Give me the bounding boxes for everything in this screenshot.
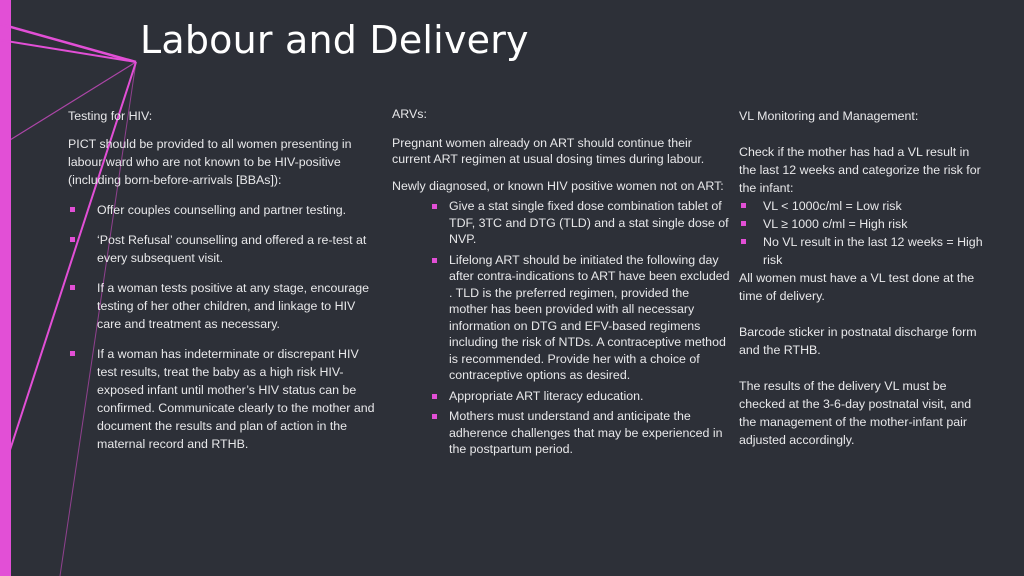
square-bullet-icon [432, 258, 437, 263]
paragraph: Newly diagnosed, or known HIV positive women not on ART: [392, 178, 724, 193]
accent-bar [0, 0, 11, 576]
list-item [68, 345, 380, 453]
list-item-text: Mothers must understand and anticipate the adherence challenges that may be experienced in the postpartum period. [449, 409, 723, 456]
list-item [739, 215, 989, 233]
paragraph: Check if the mother has had a VL result in the last 12 weeks and categorize the risk for the infant: [739, 145, 981, 195]
square-bullet-icon [70, 207, 75, 212]
list-item [430, 252, 730, 384]
paragraph: The results of the delivery VL must be checked at the 3-6-day postnatal visit, and the management of the mother-infant pair adjusted accordingly. [739, 379, 972, 447]
list-item-text: If a woman has indeterminate or discrepant HIV test results, treat the baby as a high risk HIV-exposed infant until mother’s HIV status can be confirmed. Communicate clearly to the mother and document the results and plan of action in the maternal record and RTHB. [97, 347, 375, 451]
list-item-text: Offer couples counselling and partner testing. [97, 203, 347, 217]
slide-title: Labour and Delivery [140, 18, 529, 62]
paragraph: Barcode sticker in postnatal discharge form and the RTHB. [739, 325, 977, 357]
list-item [68, 279, 380, 333]
list-item-text: VL ≥ 1000 c/ml = High risk [763, 217, 908, 231]
vl-monitoring-column [739, 107, 989, 449]
list-item-text: Lifelong ART should be initiated the following day after contra-indications to ART have been excluded . TLD is the preferred regimen, provided the mother has been provided with all necessary information on DTG and EFV-based regimens including the risk of NTDs. A contraceptive method is recommended. Provide her with a choice of contraceptive options as desired. [449, 252, 730, 382]
testing-for-hiv-column [68, 107, 380, 453]
list-item [430, 198, 730, 248]
list-item [68, 231, 380, 267]
list-item-text: Give a stat single fixed dose combination tablet of TDF, 3TC and DTG (TLD) and a stat single dose of NVP. [449, 199, 729, 246]
square-bullet-icon [70, 351, 75, 356]
paragraph: All women must have a VL test done at the time of delivery. [739, 271, 975, 303]
list-item [68, 201, 380, 219]
list-item [430, 388, 730, 405]
arvs-column [392, 106, 730, 458]
list-item [739, 233, 989, 269]
list-item-text: If a woman tests positive at any stage, encourage testing of her other children, and linkage to HIV care and treatment as necessary. [97, 281, 370, 331]
list-item [430, 408, 730, 458]
column-heading: Testing for HIV: [68, 109, 153, 123]
square-bullet-icon [432, 414, 437, 419]
square-bullet-icon [741, 239, 746, 244]
list-item [739, 197, 989, 215]
square-bullet-icon [432, 204, 437, 209]
column-heading: ARVs: [392, 107, 427, 121]
bullet-list [430, 198, 730, 458]
list-item-text: Appropriate ART literacy education. [449, 388, 644, 403]
column-heading: VL Monitoring and Management: [739, 109, 919, 123]
square-bullet-icon [741, 221, 746, 226]
square-bullet-icon [432, 394, 437, 399]
intro-paragraph: PICT should be provided to all women presenting in labour ward who are not known to be HIV-positive (including born-before-arrivals [BBAs]): [68, 137, 352, 187]
list-item-text: VL < 1000c/ml = Low risk [763, 199, 902, 213]
list-item-text: ‘Post Refusal’ counselling and offered a re-test at every subsequent visit. [97, 233, 367, 265]
list-item-text: No VL result in the last 12 weeks = High risk [763, 235, 983, 267]
square-bullet-icon [741, 203, 746, 208]
paragraph: Pregnant women already on ART should continue their current ART regimen at usual dosing times during labour. [392, 135, 705, 166]
square-bullet-icon [70, 237, 75, 242]
bullet-list [68, 201, 380, 453]
bullet-list [739, 197, 989, 269]
square-bullet-icon [70, 285, 75, 290]
